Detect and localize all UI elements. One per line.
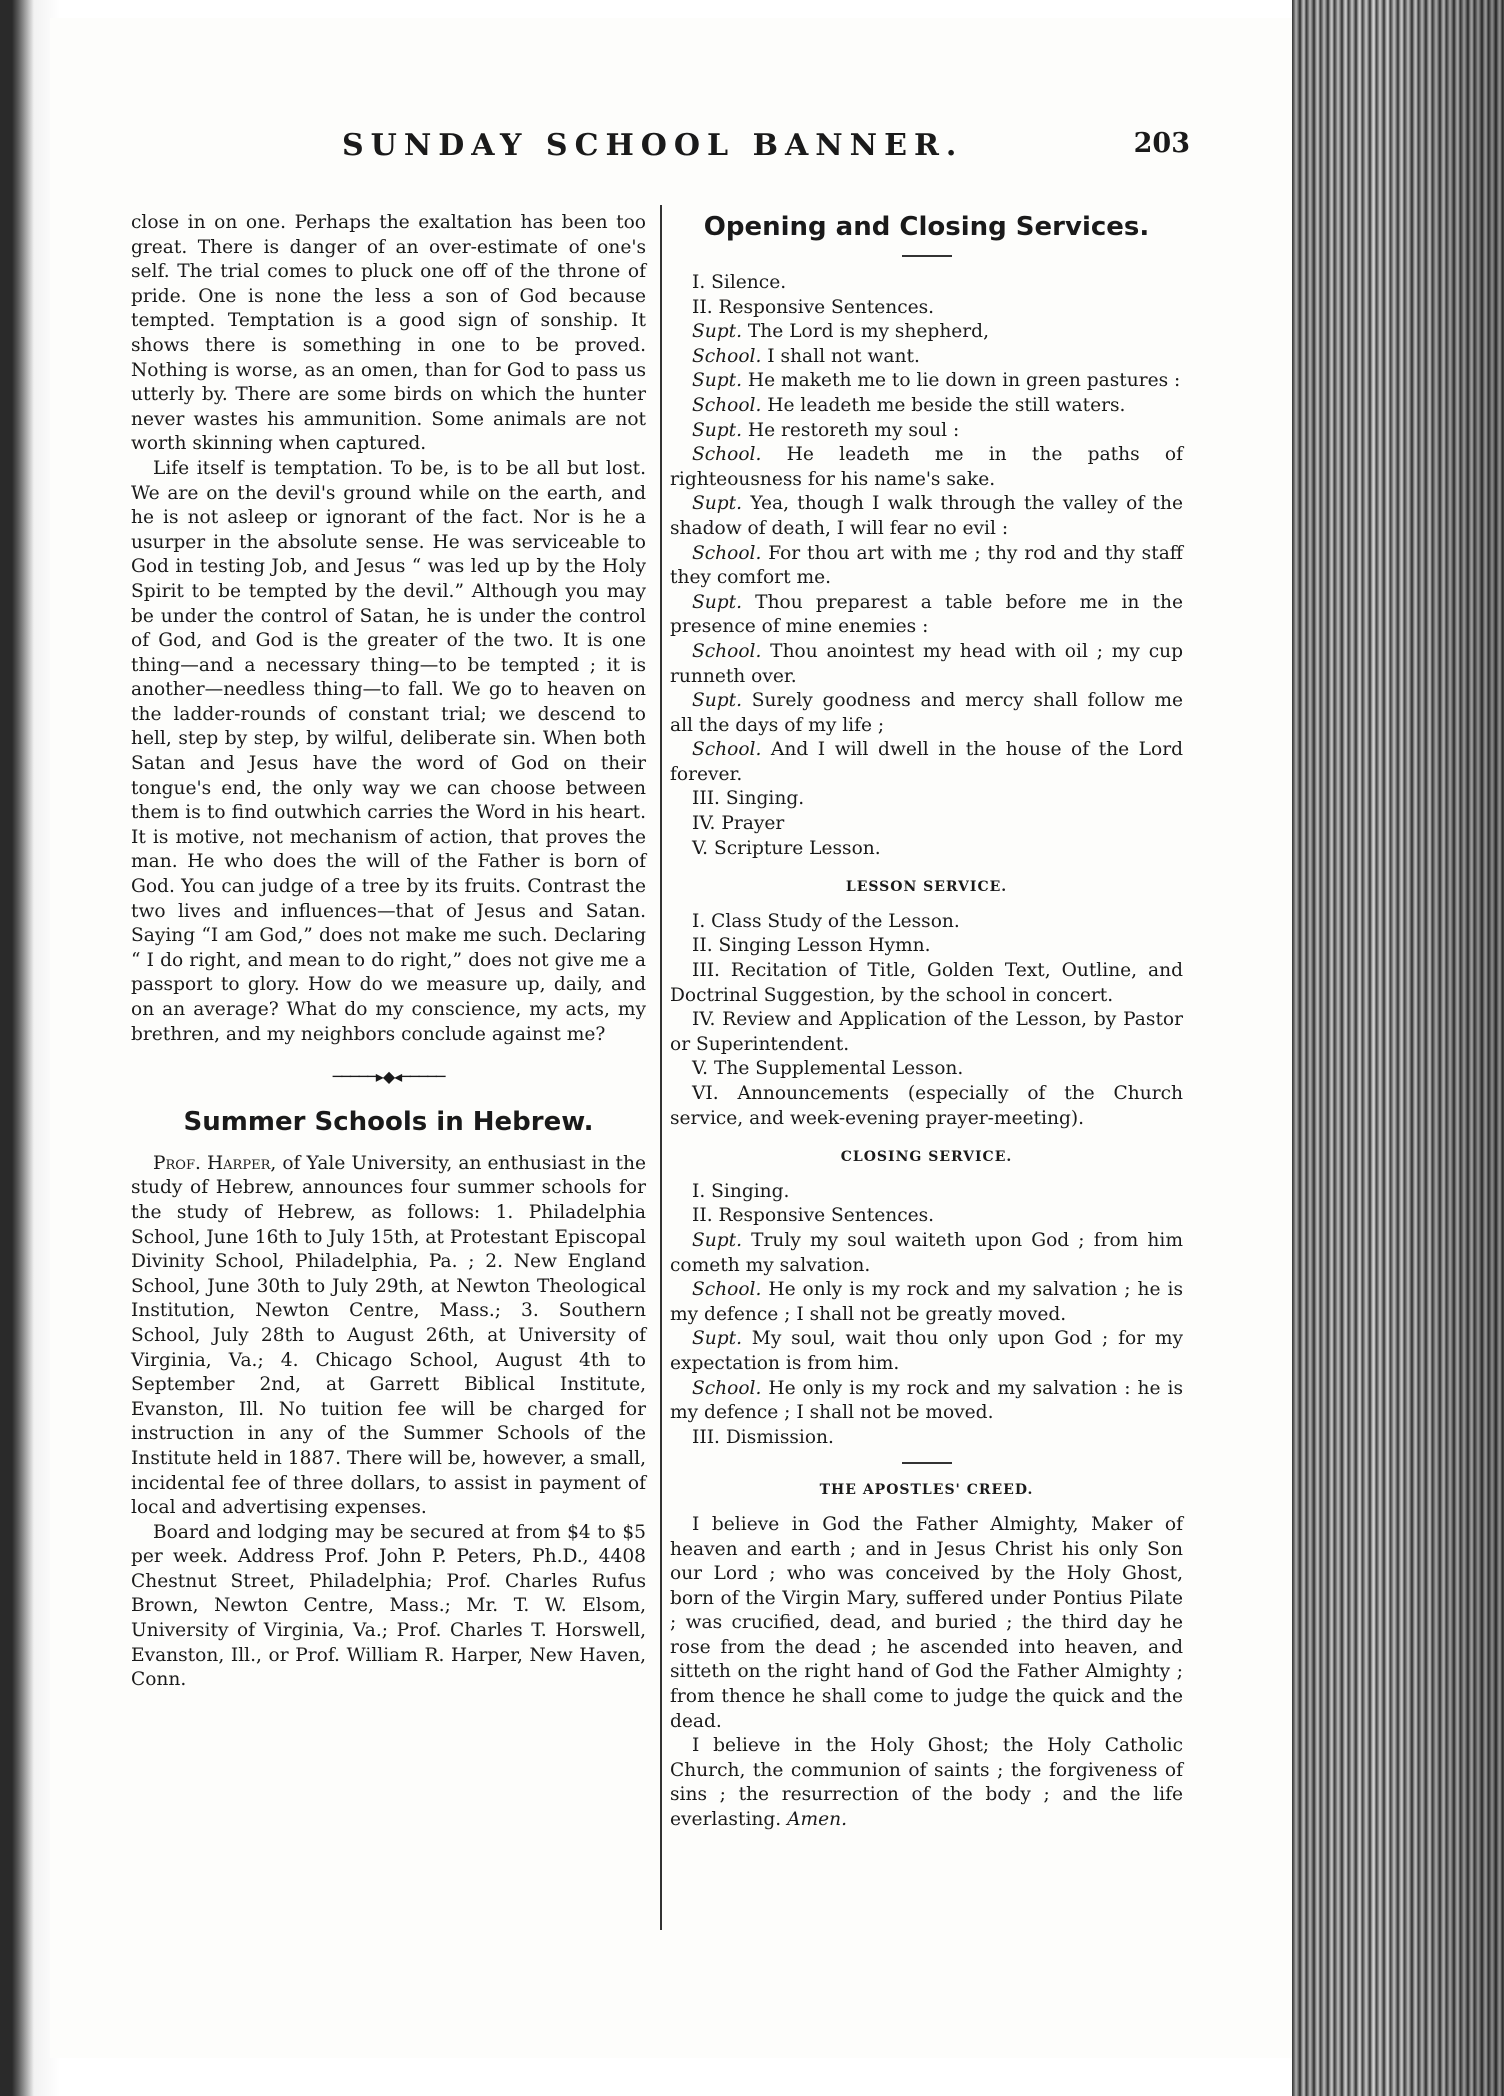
title-rule xyxy=(902,255,952,257)
creed-paragraph-2 xyxy=(670,1734,1183,1832)
closing-service-list xyxy=(670,1180,1183,1451)
opening-text: And I will dwell in the house of the Lord forever. xyxy=(670,739,1183,785)
opening-text: He restoreth my soul : xyxy=(742,419,960,441)
lesson-line: II. Singing Lesson Hymn. xyxy=(692,935,931,957)
services-title: Opening and Closing Services. xyxy=(703,212,1150,242)
opening-text: For thou art with me ; thy rod and thy staff they comfort me. xyxy=(670,542,1183,589)
opening-line xyxy=(670,542,1183,591)
right-column xyxy=(670,211,1183,1833)
opening-line xyxy=(670,787,1183,812)
lesson-line: IV. Review and Application of the Lesson, by Pastor or Superintendent. xyxy=(670,1009,1183,1055)
lesson-line: V. The Supplemental Lesson. xyxy=(692,1058,964,1080)
opening-line xyxy=(670,812,1183,837)
closing-text: I. Singing. xyxy=(692,1180,790,1202)
speaker-label: Supt. xyxy=(692,321,742,343)
speaker-label: School. xyxy=(692,542,762,564)
page-edges-shade xyxy=(1292,0,1504,2096)
opening-text: I shall not want. xyxy=(761,345,920,367)
speaker-label: School. xyxy=(692,640,762,662)
summer-paragraph-1 xyxy=(131,1152,646,1521)
creed-rule xyxy=(902,1462,952,1464)
speaker-label: School. xyxy=(692,1279,762,1301)
opening-text: Thou anointest my head with oil ; my cup runneth over. xyxy=(670,640,1183,687)
speaker-label: School. xyxy=(692,345,762,367)
page-number: 203 xyxy=(1133,128,1190,159)
ornament-divider: ─────▸◆◂───── xyxy=(332,1067,445,1087)
opening-line xyxy=(670,296,1183,321)
opening-line xyxy=(670,738,1183,787)
opening-line xyxy=(670,345,1183,370)
opening-line xyxy=(670,369,1183,394)
closing-text: II. Responsive Sentences. xyxy=(692,1205,935,1227)
summer-paragraph-2: Board and lodging may be secured at from $4 to $5 per week. Address Prof. John P. Peters, Ph.D., 4408 Chestnut Street, Philadelphia; Prof. Charles Rufus Brown, Newton Centre, Mass.; Mr. T. W. Elsom, University of Virginia, Va.; Prof. Charles T. Horswell, Evanston, Ill., or Prof. William R. Harper, New Haven, Conn. xyxy=(131,1521,646,1691)
column-divider xyxy=(660,205,662,1930)
opening-line xyxy=(670,419,1183,444)
lesson-service-list xyxy=(670,910,1183,1131)
speaker-label: School. xyxy=(692,1377,762,1399)
opening-text: Thou preparest a table before me in the presence of mine enemies : xyxy=(670,591,1183,638)
speaker-label: School. xyxy=(692,444,762,466)
left-paragraph-1: close in on one. Perhaps the exaltation has been too great. There is danger of an over-estimate of one's self. The trial comes to pluck one off of the throne of pride. One is none the less a son of God because tempted. Temptation is a good sign of sonship. It shows there is something in one to be proved. Nothing is worse, as an omen, than for God to pass us utterly by. There are some birds on which the hunter never wastes his ammunition. Some animals are not worth skinning when captured. xyxy=(131,212,646,455)
creed-paragraph-2-text: I believe in the Holy Ghost; the Holy Catholic Church, the communion of saints ; the forgiveness of sins ; the resurrection of the body ; and the life everlasting. xyxy=(670,1735,1183,1831)
speaker-label: Supt. xyxy=(692,493,742,515)
closing-text: III. Dismission. xyxy=(692,1426,834,1448)
lesson-line: I. Class Study of the Lesson. xyxy=(692,910,960,932)
closing-line xyxy=(670,1278,1183,1327)
closing-line xyxy=(670,1180,1183,1205)
opening-line xyxy=(670,271,1183,296)
speaker-label: School. xyxy=(692,394,762,416)
closing-line xyxy=(670,1204,1183,1229)
opening-line xyxy=(670,320,1183,345)
speaker-label: Supt. xyxy=(692,370,742,392)
closing-text: He only is my rock and my salvation ; he is my defence ; I shall not be greatly moved. xyxy=(670,1279,1183,1325)
opening-text: He leadeth me beside the still waters. xyxy=(761,394,1126,416)
speaker-label: Supt. xyxy=(692,690,742,712)
opening-text: III. Singing. xyxy=(692,788,805,810)
lesson-service-heading: LESSON SERVICE. xyxy=(845,879,1008,896)
opening-text: He leadeth me in the paths of righteousness for his name's sake. xyxy=(670,444,1183,490)
opening-text: I. Silence. xyxy=(692,272,787,293)
opening-text: V. Scripture Lesson. xyxy=(692,837,881,859)
summer-lead: Prof. Harper, xyxy=(153,1152,277,1174)
closing-line xyxy=(670,1327,1183,1376)
header-title: SUNDAY SCHOOL BANNER. xyxy=(342,128,964,163)
opening-text: Yea, though I walk through the valley of the shadow of death, I will fear no evil : xyxy=(670,493,1183,539)
speaker-label: Supt. xyxy=(692,1229,742,1251)
opening-line xyxy=(670,492,1183,541)
opening-line xyxy=(670,443,1183,492)
speaker-label: School. xyxy=(692,739,762,761)
creed-amen: Amen. xyxy=(787,1809,848,1831)
closing-service-heading: CLOSING SERVICE. xyxy=(840,1149,1013,1166)
opening-text: II. Responsive Sentences. xyxy=(692,296,935,318)
closing-text: He only is my rock and my salvation : he is my defence ; I shall not be moved. xyxy=(670,1377,1183,1424)
opening-line xyxy=(670,837,1183,862)
running-header xyxy=(330,128,1190,168)
summer-paragraph-1-text: of Yale University, an enthusiast in the study of Hebrew, announces four summer schools for the study of Hebrew, as follows: 1. Philadelphia School, June 16th to July 15th, at Protestant Episcopal Divinity School, Philadelphia, Pa. ; 2. New England School, June 30th to July 29th, at Newton Theological Institution, Newton Centre, Mass.; 3. Southern School, July 28th to August 26th, at University of Virginia, Va.; 4. Chicago School, August 4th to September 2nd, at Garrett Biblical Institute, Evanston, Ill. No tuition fee will be charged for instruction in any of the Summer Schools of the Institute held in 1887. There will be, however, a small, incidental fee of three dollars, to assist in payment of local and advertising expenses. xyxy=(131,1152,646,1519)
summer-schools-title: Summer Schools in Hebrew. xyxy=(183,1106,594,1137)
opening-service-list xyxy=(670,271,1183,861)
closing-text: Truly my soul waiteth upon God ; from him cometh my salvation. xyxy=(670,1229,1183,1276)
opening-line xyxy=(670,640,1183,689)
closing-text: My soul, wait thou only upon God ; for my expectation is from him. xyxy=(670,1328,1183,1374)
left-column xyxy=(131,211,646,1693)
opening-text: Surely goodness and mercy shall follow me all the days of my life ; xyxy=(670,690,1183,736)
lesson-line: VI. Announcements (especially of the Church service, and week-evening prayer-meeting). xyxy=(670,1083,1183,1129)
opening-line xyxy=(670,591,1183,640)
creed-paragraph-1: I believe in God the Father Almighty, Maker of heaven and earth ; and in Jesus Christ his only Son our Lord ; who was conceived by the Holy Ghost, born of the Virgin Mary, suffered under Pontius Pilate ; was crucified, dead, and buried ; the third day he rose from the dead ; he ascended into heaven, and sitteth on the right hand of God the Father Almighty ; from thence he shall come to judge the quick and the dead. xyxy=(670,1513,1183,1732)
closing-line xyxy=(670,1377,1183,1426)
opening-line xyxy=(670,689,1183,738)
creed-heading: THE APOSTLES' CREED. xyxy=(819,1482,1034,1499)
left-paragraph-2: Life itself is temptation. To be, is to be all but lost. We are on the devil's ground while on the earth, and he is not asleep or ignorant of the fact. Nor is he a usurper in the absolute sense. He was serviceable to God in testing Job, and Jesus “ was led up by the Holy Spirit to be tempted by the devil.” Although you may be under the control of Satan, he is under the control of God, and God is the greater of the two. It is one thing—and a necessary thing—to be tempted ; it is another—needless thing—to fall. We go to heaven on the ladder-rounds of constant trial; we descend to hell, step by step, by wilful, deliberate sin. When both Satan and Jesus have the word of God on their tongue's end, the only way we can choose between them is to find outwhich carries the Word in his heart. It is motive, not mechanism of action, that proves the man. He who does the will of the Father is born of God. You can judge of a tree by its fruits. Contrast the two lives and influences—that of Jesus and Satan. Saying “I am God,” does not make me such. Declaring “ I do right, and mean to do right,” does not give me a passport to glory. How do we measure up, daily, and on an average? What do my conscience, my acts, my brethren, and my neighbors conclude against me? xyxy=(131,457,646,1045)
speaker-label: Supt. xyxy=(692,419,742,441)
lesson-line: III. Recitation of Title, Golden Text, Outline, and Doctrinal Suggestion, by the school in concert. xyxy=(670,960,1183,1006)
speaker-label: Supt. xyxy=(692,1328,742,1350)
closing-line xyxy=(670,1229,1183,1278)
speaker-label: Supt. xyxy=(692,591,742,613)
opening-line xyxy=(670,394,1183,419)
opening-text: IV. Prayer xyxy=(692,813,785,835)
closing-line xyxy=(670,1426,1183,1451)
opening-text: The Lord is my shepherd, xyxy=(742,321,989,343)
opening-text: He maketh me to lie down in green pastures : xyxy=(742,370,1181,392)
